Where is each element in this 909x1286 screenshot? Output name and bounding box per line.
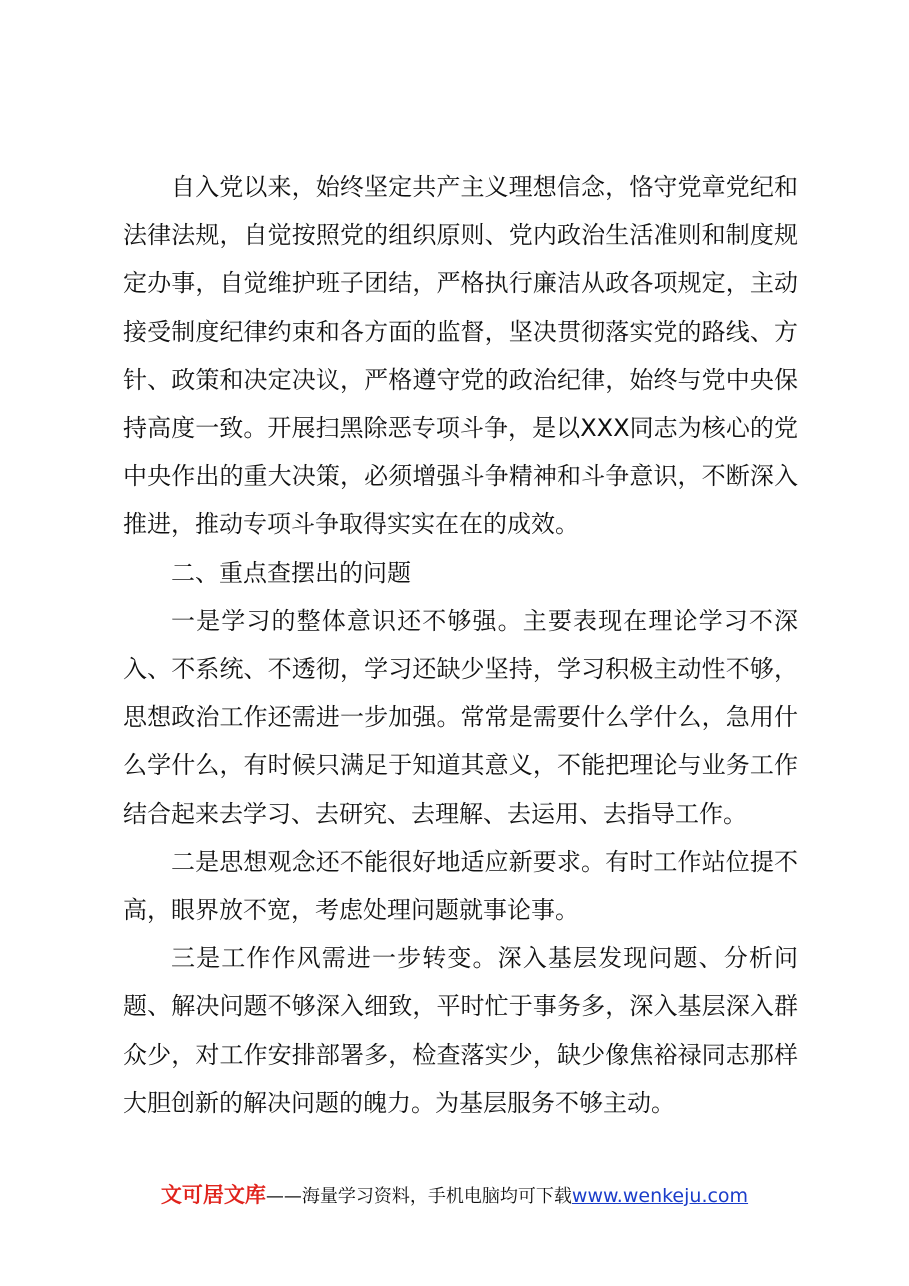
paragraph-problem-thinking: 二是思想观念还不能很好地适应新要求。有时工作站位提不高，眼界放不宽，考虑处理问题就事论事。: [123, 847, 798, 925]
paragraph-problem-workstyle: 三是工作作风需进一步转变。深入基层发现问题、分析问题、解决问题不够深入细致，平时忙于事务多，深入基层深入群众少，对工作安排部署多，检查落实少，缺少像焦裕禄同志那样大胆创新的解决问题的魄力。为基层服务不够主动。: [123, 944, 798, 1117]
paragraph-party-loyalty: 自入党以来，始终坚定共产主义理想信念，恪守党章党纪和法律法规，自觉按照党的组织原则、党内政治生活准则和制度规定办事，自觉维护班子团结，严格执行廉洁从政各项规定，主动接受制度纪律约束和各方面的监督，坚决贯彻落实党的路线、方针、政策和决定决议，严格遵守党的政治纪律，始终与党中央保持高度一致。开展扫黑除恶专项斗争，是以XXX同志为核心的党中央作出的重大决策，必须增强斗争精神和斗争意识，不断深入推进，推动专项斗争取得实实在在的成效。: [123, 173, 798, 539]
footer-website-link[interactable]: www.wenkeju.com: [571, 1185, 749, 1207]
document-body: [123, 163, 798, 1127]
footer-banner: [0, 1181, 909, 1211]
footer-brand: 文可居文库: [160, 1183, 266, 1207]
footer-slogan: ——海量学习资料，手机电脑均可下载: [265, 1186, 572, 1207]
paragraph-problem-study: 一是学习的整体意识还不够强。主要表现在理论学习不深入、不系统、不透彻，学习还缺少坚持，学习积极主动性不够，思想政治工作还需进一步加强。常常是需要什么学什么，急用什么学什么，有时候只满足于知道其意义，不能把理论与业务工作结合起来去学习、去研究、去理解、去运用、去指导工作。: [123, 606, 798, 828]
section-heading-problems: 二、重点查摆出的问题: [171, 558, 411, 587]
